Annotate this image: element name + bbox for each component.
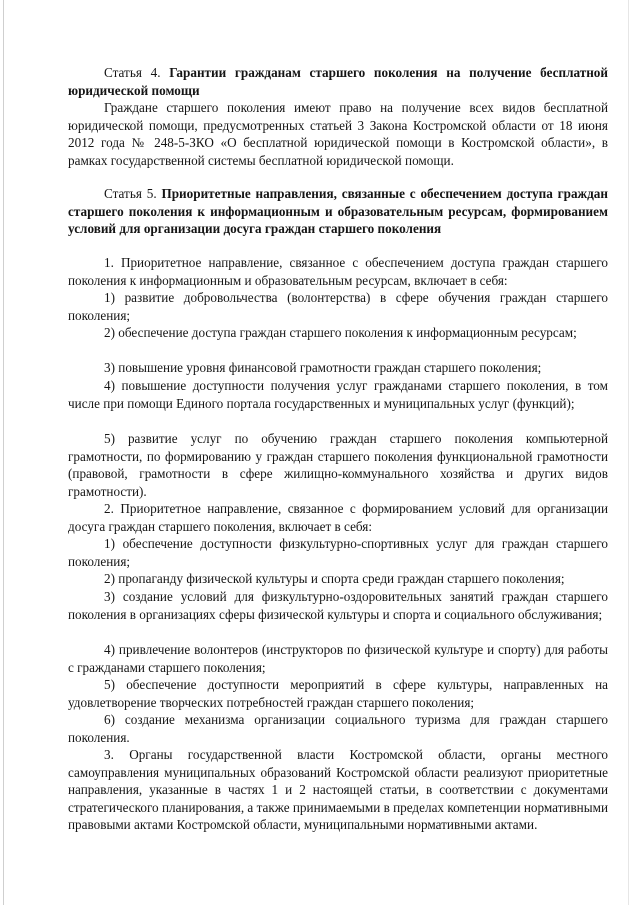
part-1-item-4: 4) повышение доступности получения услуг гражданами старшего поколения, в том числе при помощи Единого портала государственных и муниципальных услуг (функций);: [68, 378, 608, 411]
part-3: 3. Органы государственной власти Костромской области, органы местного самоуправления муниципальных образований Костромской области реализуют приоритетные направления, указанные в частях 1 и 2 настоящей статьи, в соответствии с документами стратегического планирования, а также принимаемыми в пределах компетенции нормативными правовыми актами Костромской области, муниципальными нормативными актами.: [68, 747, 608, 833]
article-4-prefix: Статья 4.: [104, 65, 170, 80]
part-1-item-2: 2) обеспечение доступа граждан старшего поколения к информационным ресурсам;: [104, 325, 577, 340]
part-2-item-6: 6) создание механизма организации социального туризма для граждан старшего поколения.: [68, 712, 608, 745]
article-4-body: Граждане старшего поколения имеют право на получение всех видов бесплатной юридической помощи, предусмотренных статьей 3 Закона Костромской области от 18 июня 2012 года № 248-5-ЗКО «О бесплатной юридической помощи в Костромской области», в рамках государственной системы бесплатной юридической помощи.: [68, 100, 608, 168]
article-4-heading: [68, 64, 608, 99]
part-2-item-1: 1) обеспечение доступности физкультурно-спортивных услуг для граждан старшего поколения;: [68, 536, 608, 569]
part-2-item-5: 5) обеспечение доступности мероприятий в сфере культуры, направленных на удовлетворение творческих потребностей граждан старшего поколения;: [68, 677, 608, 710]
article-5-prefix: Статья 5.: [104, 186, 162, 201]
article-5-heading: [68, 185, 608, 238]
part-2-item-2: 2) пропаганду физической культуры и спорта среди граждан старшего поколения;: [104, 571, 565, 586]
part-2-item-3: 3) создание условий для физкультурно-оздоровительных занятий граждан старшего поколения в организациях сферы физической культуры и спорта и социального обслуживания;: [68, 589, 608, 622]
part-1-item-3: 3) повышение уровня финансовой грамотности граждан старшего поколения;: [104, 360, 542, 375]
part-2-intro: 2. Приоритетное направление, связанное с формированием условий для организации досуга граждан старшего поколения, включает в себя:: [68, 501, 608, 534]
part-2-item-4: 4) привлечение волонтеров (инструкторов по физической культуре и спорту) для работы с гражданами старшего поколения;: [68, 642, 608, 675]
article-5-title: Приоритетные направления, связанные с обеспечением доступа граждан старшего поколения к информационным и образовательным ресурсам, формированием условий для организации досуга граждан старшего поколения: [68, 186, 608, 237]
part-1-intro: 1. Приоритетное направление, связанное с обеспечением доступа граждан старшего поколения к информационным и образовательным ресурсам, включает в себя:: [68, 255, 608, 288]
article-4-title: Гарантии гражданам старшего поколения на получение бесплатной юридической помощи: [68, 65, 608, 98]
part-1-item-5: 5) развитие услуг по обучению граждан старшего поколения компьютерной грамотности, по формированию у граждан старшего поколения функциональной грамотности (правовой, грамотности в сфере жилищно-коммунального хозяйства и других видов грамотности).: [68, 431, 608, 499]
scan-edge-right: [628, 0, 629, 905]
part-1-item-1: 1) развитие добровольчества (волонтерства) в сфере обучения граждан старшего поколения;: [68, 290, 608, 323]
scan-edge-left: [3, 0, 4, 905]
